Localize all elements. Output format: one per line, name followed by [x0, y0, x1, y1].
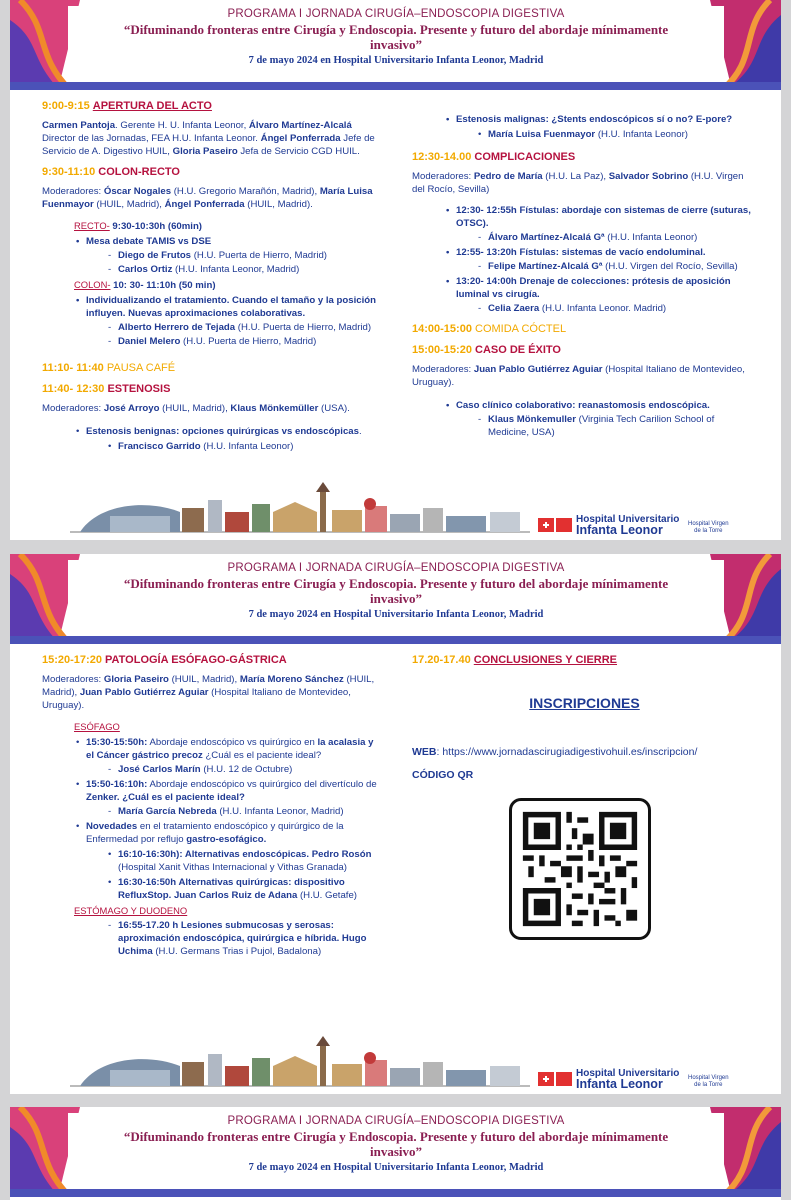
inscripciones-heading: INSCRIPCIONES — [529, 695, 640, 711]
registration-qr-code[interactable] — [509, 798, 651, 940]
program-page-2 — [10, 554, 781, 1094]
header-titles — [68, 1113, 724, 1185]
speaker: • María Luisa Fuenmayor (H.U. Infanta Leonor) — [476, 128, 757, 141]
speaker: - María García Nebreda (H.U. Infanta Leonor, Madrid) — [106, 805, 382, 818]
madrid-skyline-illustration — [70, 1036, 530, 1090]
talk-reflujo: • Novedades en el tratamiento endoscópico y quirúrgico de la Enfermedad por reflujo gastro-esofágico. — [74, 820, 382, 846]
program-title: PROGRAMA I JORNADA CIRUGÍA–ENDOSCOPIA DIGESTIVA — [227, 562, 565, 574]
section-pausa: 11:10- 11:40 PAUSA CAFÉ — [42, 362, 176, 374]
speaker: - Alberto Herrero de Tejada (H.U. Puerta de Hierro, Madrid) — [106, 321, 382, 334]
speaker: - Felipe Martínez-Alcalá Gª (H.U. Virgen del Rocío, Sevilla) — [476, 260, 757, 273]
right-column — [412, 646, 757, 782]
event-subtitle: “Difuminando fronteras entre Cirugía y Endoscopia. Presente y futuro del abordaje mínimamente invasivo” — [123, 1129, 669, 1159]
event-subtitle: “Difuminando fronteras entre Cirugía y Endoscopia. Presente y futuro del abordaje mínimamente invasivo” — [123, 22, 669, 52]
header-banner — [10, 0, 781, 90]
salud-madrid-logo-icon — [538, 1070, 572, 1090]
registration-link[interactable]: https://www.jornadascirugiadigestivohuil.es/inscripcion/ — [442, 746, 698, 758]
section-caso-exito: 15:00-15:20 CASO DE ÉXITO — [412, 344, 561, 356]
section-complicaciones: 12:30-14.00 COMPLICACIONES — [412, 151, 576, 163]
header-banner — [10, 554, 781, 644]
event-date-place: 7 de mayo 2024 en Hospital Universitario Infanta Leonor, Madrid — [248, 55, 544, 66]
program-title: PROGRAMA I JORNADA CIRUGÍA–ENDOSCOPIA DIGESTIVA — [227, 8, 565, 20]
colon-moderators: Moderadores: Óscar Nogales (H.U. Gregorio Marañón, Madrid), María Luisa Fuenmayor (HUIL, Madrid), Ángel Ponferrada (HUIL, Madrid). — [42, 186, 373, 210]
estomago-subheading: ESTÓMAGO Y DUODENO — [74, 905, 188, 916]
estenosis-moderators: Moderadores: José Arroyo (HUIL, Madrid), Klaus Mönkemüller (USA). — [42, 403, 350, 414]
speaker: - Diego de Frutos (H.U. Puerta de Hierro, Madrid) — [106, 249, 382, 262]
logo-text: Hospital Universitario Infanta Leonor — [576, 1068, 680, 1091]
qr-code-icon — [512, 801, 648, 937]
recto-subheading: RECTO- 9:30-10:30h (60min) — [74, 220, 203, 232]
talk-estenosis-malignas: • Estenosis malignas: ¿Stents endoscópicos sí o no? E-pore? — [444, 113, 757, 126]
logo-side-text: Hospital Virgen de la Torre — [688, 1075, 729, 1088]
talk-alternativas-endoscopicas: • 16:10-16:30h): Alternativas endoscópicas. Pedro Rosón (Hospital Xanit Vithas Internacional y Vithas Granada) — [106, 848, 382, 874]
left-column — [42, 92, 382, 453]
talk-tamis: • Mesa debate TAMIS vs DSE — [74, 235, 382, 248]
speaker: - Carlos Ortiz (H.U. Infanta Leonor, Madrid) — [106, 263, 382, 276]
colon-subheading: COLON- 10: 30- 11:10h (50 min) — [74, 279, 216, 291]
speaker: - Álvaro Martínez-Alcalá Gª (H.U. Infanta Leonor) — [476, 231, 757, 244]
talk-fistulas-cierre: • 12:30- 12:55h Fístulas: abordaje con sistemas de cierre (suturas, OTSC). — [444, 204, 757, 230]
complicaciones-moderators: Moderadores: Pedro de María (H.U. La Paz), Salvador Sobrino (H.U. Virgen del Rocío, Sevilla) — [412, 171, 744, 195]
hospital-logo — [538, 1068, 748, 1092]
talk-caso-clinico: • Caso clínico colaborativo: reanastomosis endoscópica. — [444, 399, 757, 412]
speaker: - Celia Zaera (H.U. Infanta Leonor. Madrid) — [476, 302, 757, 315]
section-apertura: 9:00-9:15 APERTURA DEL ACTO — [42, 100, 212, 112]
talk-zenker: • 15:50-16:10h: Abordaje endoscópico vs quirúrgico del divertículo de Zenker. ¿Cuál es el paciente ideal? — [74, 778, 382, 804]
section-estenosis: 11:40- 12:30 ESTENOSIS — [42, 383, 171, 395]
talk-individualizando: • Individualizando el tratamiento. Cuando el tamaño y la posición influyen. Nuevas aproximaciones colaborativas. — [74, 294, 382, 320]
program-title: PROGRAMA I JORNADA CIRUGÍA–ENDOSCOPIA DIGESTIVA — [227, 1115, 565, 1127]
logo-text: Hospital Universitario Infanta Leonor — [576, 514, 680, 537]
salud-madrid-logo-icon — [538, 516, 572, 536]
section-comida: 14:00-15:00 COMIDA CÓCTEL — [412, 323, 567, 335]
talk-acalasia: • 15:30-15:50h: Abordaje endoscópico vs quirúrgico en la acalasia y el Cáncer gástrico precoz ¿Cuál es el paciente ideal? — [74, 736, 382, 762]
section-colon-recto: 9:30-11:10 COLON-RECTO — [42, 166, 180, 178]
hospital-logo — [538, 514, 748, 538]
speaker: - Daniel Melero (H.U. Puerta de Hierro, Madrid) — [106, 335, 382, 348]
speaker: • Francisco Garrido (H.U. Infanta Leonor) — [106, 440, 382, 453]
event-date-place: 7 de mayo 2024 en Hospital Universitario Infanta Leonor, Madrid — [248, 1162, 544, 1173]
event-date-place: 7 de mayo 2024 en Hospital Universitario Infanta Leonor, Madrid — [248, 609, 544, 620]
header-titles — [68, 6, 724, 78]
header-banner — [10, 1107, 781, 1197]
talk-estenosis-benignas: • Estenosis benignas: opciones quirúrgicas vs endoscópicas. — [74, 425, 382, 438]
program-page-3 — [10, 1107, 781, 1200]
talk-lesiones-submucosas: - 16:55-17.20 h Lesiones submucosas y serosas: aproximación endoscópica, quirúrgica e híbrida. Hugo Uchima (H.U. Germans Trias i Pujol, Badalona) — [106, 919, 382, 958]
talk-fistulas-vacio: • 12:55- 13:20h Fístulas: sistemas de vacío endoluminal. — [444, 246, 757, 259]
madrid-skyline-illustration — [70, 482, 530, 536]
section-patologia: 15:20-17:20 PATOLOGÍA ESÓFAGO-GÁSTRICA — [42, 654, 287, 666]
header-titles — [68, 560, 724, 632]
apertura-speakers: Carmen Pantoja. Gerente H. U. Infanta Leonor, Álvaro Martínez-Alcalá Director de las Jornadas, FEA H.U. Infanta Leonor. Ángel Ponferrada Jefe de Servicio de A. Digestivo HUIL, Gloria Paseiro Jefa de Servicio CGD HUIL. — [42, 120, 375, 157]
esofago-subheading: ESÓFAGO — [74, 721, 120, 732]
program-page-1 — [10, 0, 781, 540]
speaker: - José Carlos Marín (H.U. 12 de Octubre) — [106, 763, 382, 776]
registration-web: WEB: https://www.jornadascirugiadigestivohuil.es/inscripcion/ — [412, 746, 698, 758]
qr-label: CÓDIGO QR — [412, 769, 474, 781]
logo-side-text: Hospital Virgen de la Torre — [688, 521, 729, 534]
talk-drenaje: • 13:20- 14:00h Drenaje de colecciones: prótesis de aposición luminal vs cirugía. — [444, 275, 757, 301]
section-conclusiones: 17.20-17.40 CONCLUSIONES Y CIERRE — [412, 654, 618, 666]
right-column — [412, 92, 757, 439]
event-subtitle: “Difuminando fronteras entre Cirugía y Endoscopia. Presente y futuro del abordaje mínimamente invasivo” — [123, 576, 669, 606]
caso-moderators: Moderadores: Juan Pablo Gutiérrez Aguiar (Hospital Italiano de Montevideo, Uruguay). — [412, 364, 745, 388]
speaker: - Klaus Mönkemuller (Virginia Tech Carilion School of Medicine, USA) — [476, 413, 757, 439]
left-column — [42, 646, 382, 958]
patologia-moderators: Moderadores: Gloria Paseiro (HUIL, Madrid), María Moreno Sánchez (HUIL, Madrid), Juan Pablo Gutiérrez Aguiar (Hospital Italiano de Montevideo, Uruguay). — [42, 674, 375, 711]
talk-alternativas-quirurgicas: • 16:30-16:50h Alternativas quirúrgicas: dispositivo RefluxStop. Juan Carlos Ruiz de Adana (H.U. Getafe) — [106, 876, 382, 902]
